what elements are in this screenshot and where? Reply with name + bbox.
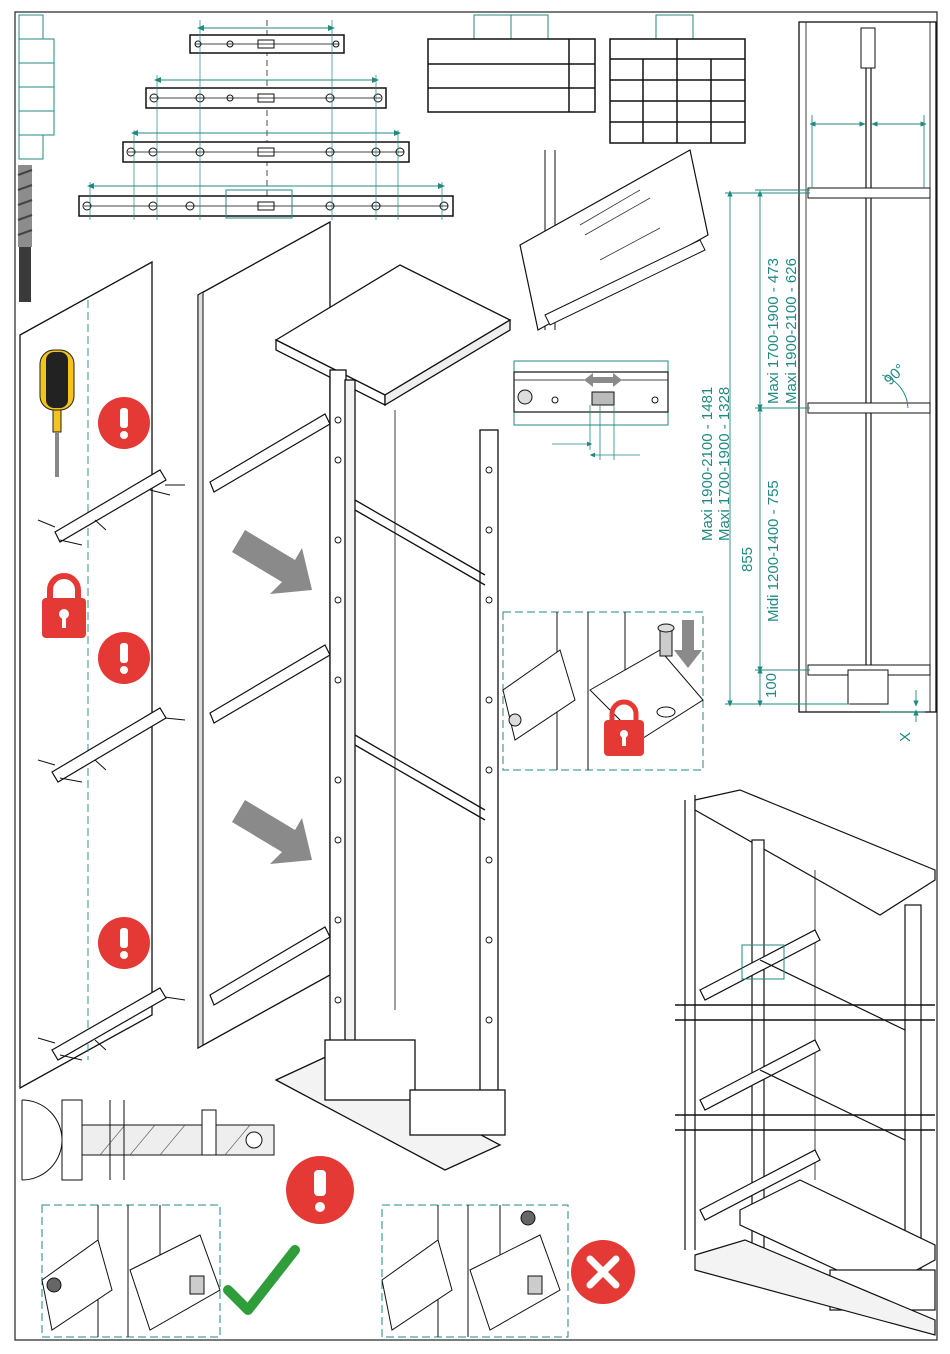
warning-icon bbox=[98, 397, 150, 449]
rail-length-variants bbox=[79, 20, 453, 220]
warning-icon bbox=[98, 632, 150, 684]
dim-midi-1200-1400: Midi 1200-1400 - 755 bbox=[765, 480, 782, 622]
length-selector-boxes bbox=[19, 15, 54, 159]
blank-table-right bbox=[610, 15, 745, 143]
dim-100: 100 bbox=[763, 672, 780, 698]
correct-installation-detail bbox=[42, 1205, 220, 1337]
blank-table-left bbox=[428, 15, 595, 112]
dim-maxi-1700-1900-top: Maxi 1700-1900 - 473 bbox=[765, 258, 782, 404]
warning-icon bbox=[286, 1156, 354, 1224]
dim-offset-x: X bbox=[897, 731, 914, 742]
frame-holes bbox=[335, 417, 492, 1023]
dim-maxi-1900-2100-total: Maxi 1900-2100 - 1481 bbox=[699, 386, 716, 541]
wrong-installation-detail bbox=[382, 1205, 568, 1337]
cabinet-frame-right bbox=[675, 790, 935, 1335]
check-mark-icon bbox=[228, 1250, 295, 1310]
cross-circle-icon bbox=[571, 1240, 635, 1304]
rail-closeup-detail bbox=[514, 361, 668, 460]
warning-icon bbox=[98, 917, 150, 969]
rail-section-detail bbox=[22, 1100, 274, 1180]
dim-maxi-1700-1900-total: Maxi 1700-1900 - 1328 bbox=[716, 386, 733, 541]
drill-bit-icon bbox=[18, 165, 32, 302]
mounting-template-detail bbox=[520, 150, 708, 330]
lock-bolt-detail bbox=[503, 612, 703, 770]
dim-maxi-1900-2100-top: Maxi 1900-2100 - 626 bbox=[783, 258, 800, 404]
cabinet-section-dimensioned bbox=[699, 22, 936, 742]
dim-855: 855 bbox=[739, 546, 756, 572]
dim-angle-90: 90° bbox=[880, 360, 909, 389]
